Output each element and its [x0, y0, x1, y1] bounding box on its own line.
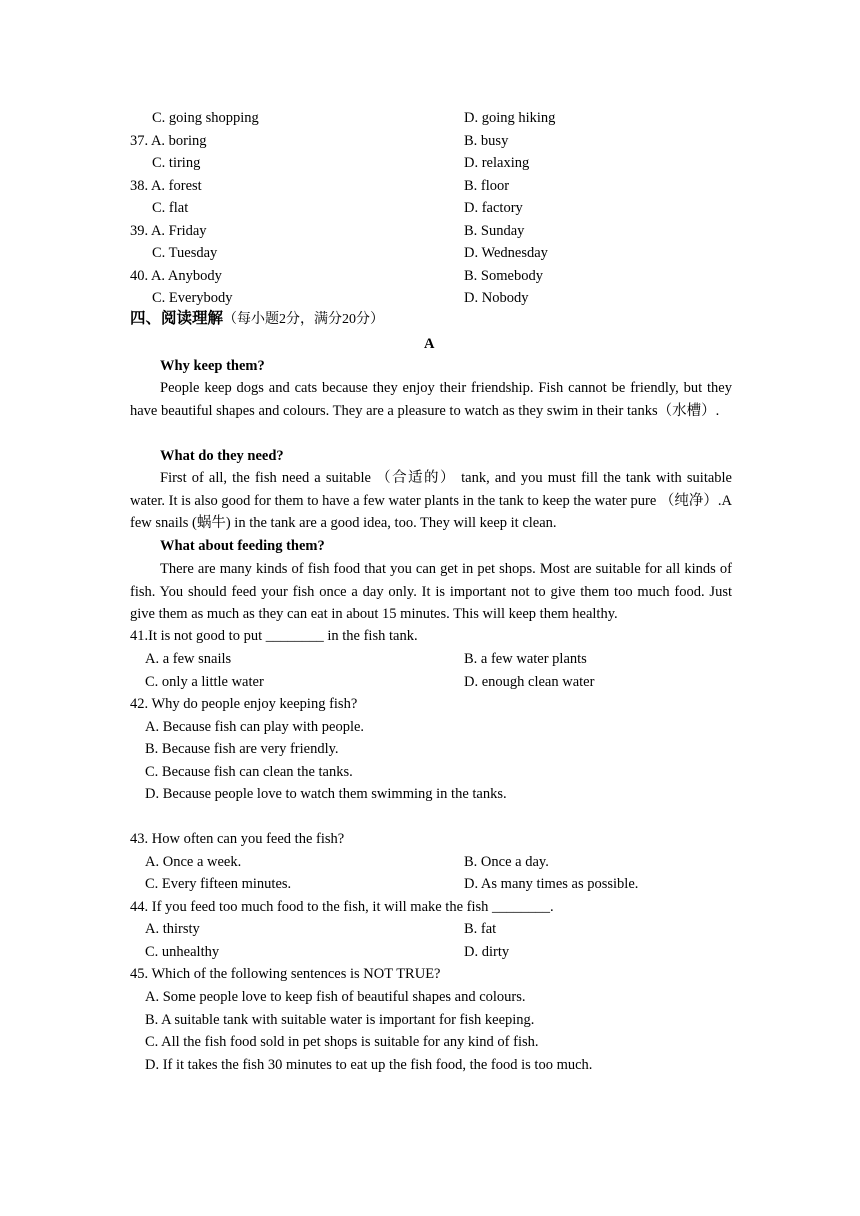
option-38c: C. flat — [152, 200, 189, 216]
question-45-option-c: C. All the fish food sold in pet shops is suitable for any kind of fish. — [145, 1034, 539, 1050]
option-37a: 37. A. boring — [130, 133, 207, 149]
question-45-option-a: A. Some people love to keep fish of beautiful shapes and colours. — [145, 989, 526, 1005]
question-42-option-c: C. Because fish can clean the tanks. — [145, 764, 353, 780]
paragraph-2-text: First of all, the fish need a suitable （合适的） tank, and you must fill the tank with suitable water. It is also good for them to have a few water plants in the tank to keep the water pure （纯净）.A few snails (蜗牛) in the tank are a good idea, too. They will keep it clean. — [130, 470, 732, 531]
question-42-option-b: B. Because fish are very friendly. — [145, 741, 339, 757]
option-37c: C. tiring — [152, 155, 201, 171]
question-42-option-a: A. Because fish can play with people. — [145, 719, 365, 735]
option-39d: D. Wednesday — [464, 245, 548, 261]
question-43-option-c: C. Every fifteen minutes. — [145, 876, 292, 892]
question-43-option-d: D. As many times as possible. — [464, 876, 639, 892]
question-41-option-a: A. a few snails — [145, 651, 232, 667]
option-38d: D. factory — [464, 200, 523, 216]
paragraph-3-text: There are many kinds of fish food that you can get in pet shops. Most are suitable for all kinds of fish. You should feed your fish once a day only. It is important not to give them too much food. Just give them as much as they can eat in about 15 minutes. This will keep them healthy. — [130, 561, 732, 622]
option-38a: 38. A. forest — [130, 178, 202, 194]
option-40d: D. Nobody — [464, 290, 529, 306]
question-43-option-a: A. Once a week. — [145, 854, 242, 870]
option-38b: B. floor — [464, 178, 510, 194]
question-44-stem: 44. If you feed too much food to the fish, it will make the fish ________. — [130, 899, 554, 915]
question-41-option-c: C. only a little water — [145, 674, 264, 690]
option-40b: B. Somebody — [464, 268, 543, 284]
option-40a: 40. A. Anybody — [130, 268, 222, 284]
question-41-option-d: D. enough clean water — [464, 674, 595, 690]
option-39c: C. Tuesday — [152, 245, 218, 261]
option-40c: C. Everybody — [152, 290, 233, 306]
question-43-stem: 43. How often can you feed the fish? — [130, 831, 345, 847]
option-36d: D. going hiking — [464, 110, 556, 126]
option-39b: B. Sunday — [464, 223, 525, 239]
option-36c: C. going shopping — [152, 110, 259, 126]
passage-paragraph-1 — [130, 377, 732, 422]
passage-label: A — [424, 336, 435, 352]
question-42-option-d: D. Because people love to watch them swimming in the tanks. — [145, 786, 507, 802]
question-44-option-b: B. fat — [464, 921, 497, 937]
question-42-stem: 42. Why do people enjoy keeping fish? — [130, 696, 358, 712]
passage-heading-3: What about feeding them? — [160, 538, 325, 554]
question-44-option-a: A. thirsty — [145, 921, 200, 937]
option-37b: B. busy — [464, 133, 509, 149]
section-title: 四、阅读理解 — [130, 310, 224, 327]
question-41-option-b: B. a few water plants — [464, 651, 587, 667]
question-45-stem: 45. Which of the following sentences is NOT TRUE? — [130, 966, 441, 982]
question-41-stem: 41.It is not good to put ________ in the fish tank. — [130, 628, 418, 644]
passage-heading-2: What do they need? — [160, 448, 284, 464]
passage-paragraph-2 — [130, 467, 732, 535]
paragraph-1-text: People keep dogs and cats because they enjoy their friendship. Fish cannot be friendly, but they have beautiful shapes and colours. They are a pleasure to watch as they swim in their tanks（水槽）. — [130, 380, 732, 419]
question-45-option-b: B. A suitable tank with suitable water is important for fish keeping. — [145, 1012, 535, 1028]
question-43-option-b: B. Once a day. — [464, 854, 549, 870]
question-45-option-d: D. If it takes the fish 30 minutes to eat up the fish food, the food is too much. — [145, 1057, 593, 1073]
option-37d: D. relaxing — [464, 155, 530, 171]
passage-heading-1: Why keep them? — [160, 358, 265, 374]
question-44-option-c: C. unhealthy — [145, 944, 220, 960]
option-39a: 39. A. Friday — [130, 223, 207, 239]
section-note: （每小题2分，满分20分） — [223, 312, 385, 327]
section-heading — [130, 310, 384, 329]
question-44-option-d: D. dirty — [464, 944, 510, 960]
passage-paragraph-3 — [130, 558, 732, 626]
